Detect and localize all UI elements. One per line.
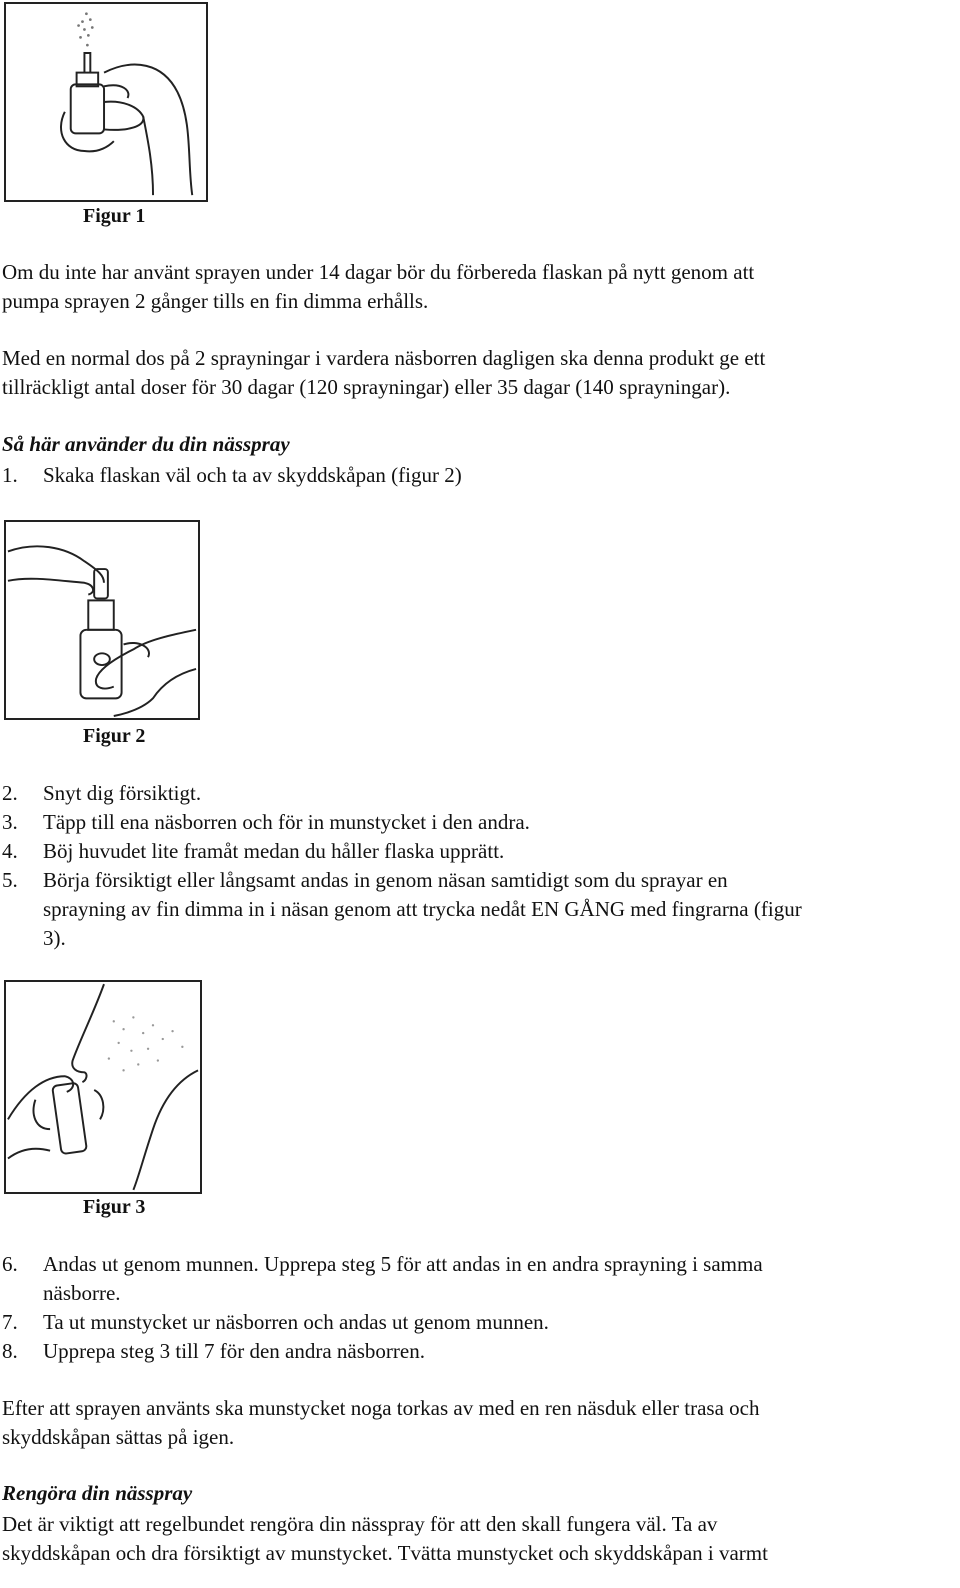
prime-paragraph-line-1: Om du inte har använt sprayen under 14 dagar bör du förbereda flaskan på nytt genom att bbox=[2, 260, 755, 284]
step-5-number: 5. bbox=[2, 868, 18, 892]
step-1-text: Skaka flaskan väl och ta av skyddskåpan (figur 2) bbox=[43, 463, 462, 487]
spraying-into-nostril-icon bbox=[6, 982, 200, 1192]
dose-paragraph-line-2: tillräckligt antal doser för 30 dagar (120 sprayningar) eller 35 dagar (140 sprayningar). bbox=[2, 375, 731, 399]
figure-2-caption: Figur 2 bbox=[83, 725, 146, 747]
figure-1-caption: Figur 1 bbox=[83, 205, 146, 227]
usage-heading: Så här använder du din nässpray bbox=[2, 432, 290, 456]
figure-3-caption: Figur 3 bbox=[83, 1196, 146, 1218]
step-4-number: 4. bbox=[2, 839, 18, 863]
hand-pumping-spray-bottle-icon bbox=[6, 4, 206, 200]
cleaning-paragraph-line-1: Det är viktigt att regelbundet rengöra din nässpray för att den skall fungera väl. Ta av bbox=[2, 1512, 718, 1536]
prime-paragraph-line-2: pumpa sprayen 2 gånger tills en fin dimma erhålls. bbox=[2, 289, 429, 313]
dose-paragraph-line-1: Med en normal dos på 2 sprayningar i vardera näsborren dagligen ska denna produkt ge ett bbox=[2, 346, 766, 370]
step-1-number: 1. bbox=[2, 463, 18, 487]
cleaning-paragraph-line-2: skyddskåpan och dra försiktigt av munstycket. Tvätta munstycket och skyddskåpan i varmt bbox=[2, 1541, 768, 1565]
step-8-number: 8. bbox=[2, 1339, 18, 1363]
figure-3-illustration bbox=[4, 980, 202, 1194]
figure-1-illustration bbox=[4, 2, 208, 202]
step-5-text-line-2: sprayning av fin dimma in i näsan genom att trycka nedåt EN GÅNG med fingrarna (figur bbox=[43, 897, 802, 921]
after-use-paragraph-line-1: Efter att sprayen använts ska munstycket noga torkas av med en ren näsduk eller trasa och bbox=[2, 1396, 760, 1420]
step-6-number: 6. bbox=[2, 1252, 18, 1276]
after-use-paragraph-line-2: skyddskåpan sättas på igen. bbox=[2, 1425, 235, 1449]
step-5-text-line-3: 3). bbox=[43, 926, 66, 950]
figure-2-illustration bbox=[4, 520, 200, 720]
step-6-text-line-1: Andas ut genom munnen. Upprepa steg 5 för att andas in en andra sprayning i samma bbox=[43, 1252, 763, 1276]
step-2-number: 2. bbox=[2, 781, 18, 805]
removing-protective-cap-icon bbox=[6, 522, 198, 718]
step-5-text-line-1: Börja försiktigt eller långsamt andas in genom näsan samtidigt som du sprayar en bbox=[43, 868, 728, 892]
step-7-number: 7. bbox=[2, 1310, 18, 1334]
step-6-text-line-2: näsborre. bbox=[43, 1281, 121, 1305]
step-7-text: Ta ut munstycket ur näsborren och andas ut genom munnen. bbox=[43, 1310, 549, 1334]
step-4-text: Böj huvudet lite framåt medan du håller flaska upprätt. bbox=[43, 839, 505, 863]
step-3-text: Täpp till ena näsborren och för in munstycket i den andra. bbox=[43, 810, 530, 834]
step-2-text: Snyt dig försiktigt. bbox=[43, 781, 202, 805]
step-3-number: 3. bbox=[2, 810, 18, 834]
step-8-text: Upprepa steg 3 till 7 för den andra näsborren. bbox=[43, 1339, 425, 1363]
cleaning-heading: Rengöra din nässpray bbox=[2, 1481, 193, 1505]
